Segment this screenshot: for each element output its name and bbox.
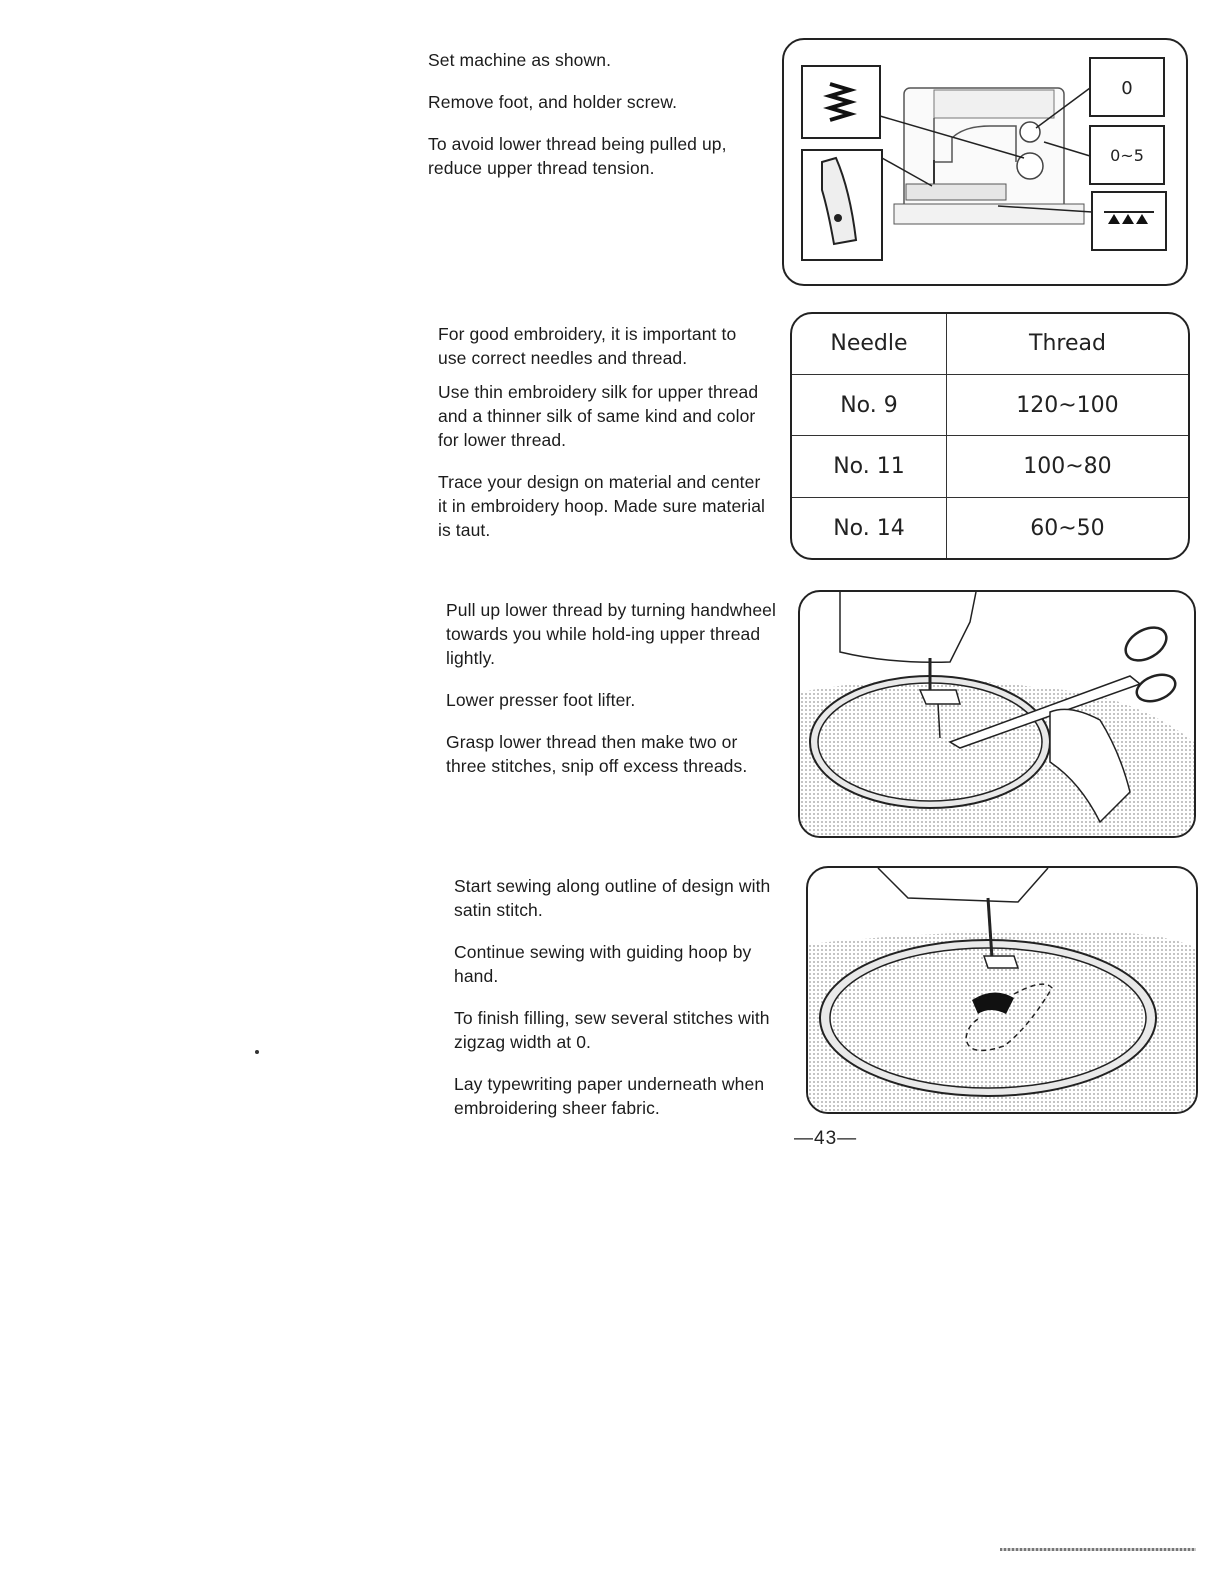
paragraph: Set machine as shown.	[428, 50, 612, 70]
machine-head	[840, 592, 976, 662]
paragraph: Remove foot, and holder screw.	[428, 92, 678, 112]
scan-speck	[255, 1050, 259, 1054]
presser-foot	[984, 956, 1018, 968]
stitch-length-value: 0~5	[1110, 146, 1144, 165]
paragraph: Continue sewing with guiding hoop by hand.	[454, 942, 752, 986]
machine-top-panel	[934, 90, 1054, 118]
stitch-width-dial	[1020, 122, 1040, 142]
thread-cell: 100~80	[946, 436, 1188, 498]
holder-screw-icon	[834, 214, 842, 222]
stitch-width-value: 0	[1121, 78, 1133, 99]
paragraph: Lower presser foot lifter.	[446, 690, 636, 710]
section-pull-thread	[446, 598, 776, 796]
hoop-embroidery-illustration	[808, 868, 1196, 1112]
table-row	[792, 374, 1188, 436]
zigzag-icon-box	[802, 66, 880, 138]
machine-base	[894, 204, 1084, 224]
feed-dog-icon	[1108, 214, 1148, 224]
machine-bed	[906, 184, 1006, 200]
machine-head	[878, 868, 1048, 902]
needle-cell: No. 11	[792, 436, 946, 498]
scissors-handle	[1120, 621, 1172, 667]
needle-thread-table	[790, 312, 1190, 560]
paragraph: Trace your design on material and center it in embroidery hoop. Made sure material is taut.	[438, 472, 766, 540]
hoop-scissors-illustration	[800, 592, 1194, 836]
thread-cell: 120~100	[946, 374, 1188, 436]
paragraph: For good embroidery, it is important to use correct needles and thread.	[438, 324, 737, 368]
paragraph: Start sewing along outline of design with satin stitch.	[454, 876, 771, 920]
needle-cell: No. 14	[792, 498, 946, 558]
table-row	[792, 436, 1188, 498]
paragraph: Use thin embroidery silk for upper thread and a thinner silk of same kind and color for lower thread.	[438, 382, 759, 450]
paragraph: Lay typewriting paper underneath when embroidering sheer fabric.	[454, 1074, 765, 1118]
table-header-row	[792, 314, 1188, 374]
section-start-sewing	[454, 874, 784, 1138]
section-set-machine	[428, 48, 758, 198]
sewing-design-figure	[806, 866, 1198, 1114]
scissors-handle	[1133, 670, 1179, 706]
presser-foot	[920, 690, 960, 704]
page-number: —43—	[794, 1128, 858, 1149]
needle-column-header: Needle	[792, 314, 946, 374]
snip-threads-figure	[798, 590, 1196, 838]
needle-cell: No. 9	[792, 374, 946, 436]
thread-cell: 60~50	[1030, 515, 1105, 541]
paragraph: To finish filling, sew several stitches with zigzag width at 0.	[454, 1008, 770, 1052]
scan-edge-line	[1000, 1548, 1196, 1551]
thread-column-header: Thread	[946, 314, 1188, 374]
table-row	[792, 498, 1188, 558]
machine-settings-figure	[782, 38, 1188, 286]
paragraph: To avoid lower thread being pulled up, reduce upper thread tension.	[428, 134, 727, 178]
section-needles-thread	[438, 322, 768, 560]
embroidery-hoop-inner	[830, 948, 1146, 1088]
paragraph: Grasp lower thread then make two or three stitches, snip off excess threads.	[446, 732, 748, 776]
sewing-machine-illustration	[784, 40, 1186, 284]
paragraph: Pull up lower thread by turning handwheel towards you while hold-ing upper thread lightly.	[446, 600, 777, 668]
